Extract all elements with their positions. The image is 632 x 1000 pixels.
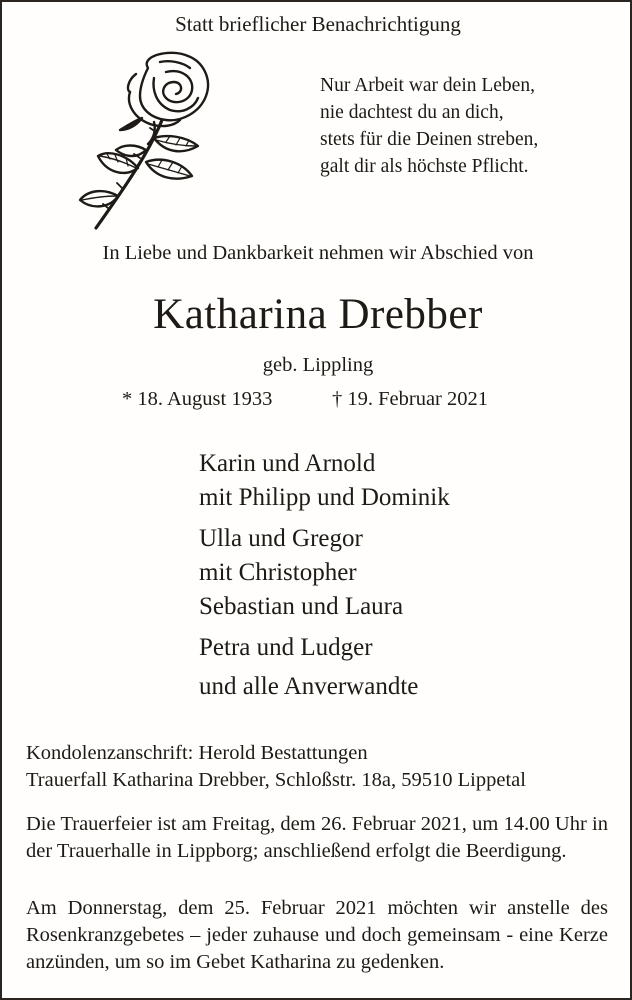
poem-line: nie dachtest du an dich, (320, 102, 504, 123)
funeral-service-text: Die Trauerfeier ist am Freitag, dem 26. Februar 2021, um 14.00 Uhr in der Trauerhalle in Lippborg; anschließend erfolgt die Beerdigung. (26, 813, 608, 862)
poem-line: galt dir als höchste Pflicht. (320, 156, 529, 177)
notice-header: Statt brieflicher Benachrichtigung (175, 12, 461, 36)
birth-date: * 18. August 1933 (122, 388, 273, 410)
family-group (199, 670, 418, 704)
death-date: † 19. Februar 2021 (332, 388, 489, 410)
deceased-name: Katharina Drebber (153, 291, 483, 338)
rose-icon (70, 50, 220, 232)
family-line: Karin und Arnold (199, 450, 376, 477)
condolence-address (26, 740, 526, 794)
family-line: Petra und Ludger (199, 634, 373, 661)
farewell-intro: In Liebe und Dankbarkeit nehmen wir Abschied von (102, 242, 534, 264)
family-group (199, 447, 450, 515)
family-line: und alle Anverwandte (199, 673, 419, 700)
family-line: Sebastian und Laura (199, 593, 404, 620)
candle-vigil-text: Am Donnerstag, dem 25. Februar 2021 möchten wir anstelle des Rosenkranzgebetes – jeder zuhause und doch gemeinsam - eine Kerze anzünden, um so im Gebet Katharina zu gedenken. (26, 897, 608, 973)
family-line: mit Philipp und Dominik (199, 484, 450, 511)
condolence-line: Kondolenzanschrift: Herold Bestattungen (26, 742, 368, 764)
poem (320, 72, 538, 180)
condolence-line: Trauerfall Katharina Drebber, Schloßstr. 18a, 59510 Lippetal (26, 769, 526, 791)
poem-line: Nur Arbeit war dein Leben, (320, 75, 535, 96)
poem-line: stets für die Deinen streben, (320, 129, 539, 150)
family-line: Ulla und Gregor (199, 525, 363, 552)
birth-name: geb. Lippling (262, 354, 374, 376)
family-line: mit Christopher (199, 559, 357, 586)
family-group (199, 522, 403, 624)
family-group (199, 631, 373, 665)
